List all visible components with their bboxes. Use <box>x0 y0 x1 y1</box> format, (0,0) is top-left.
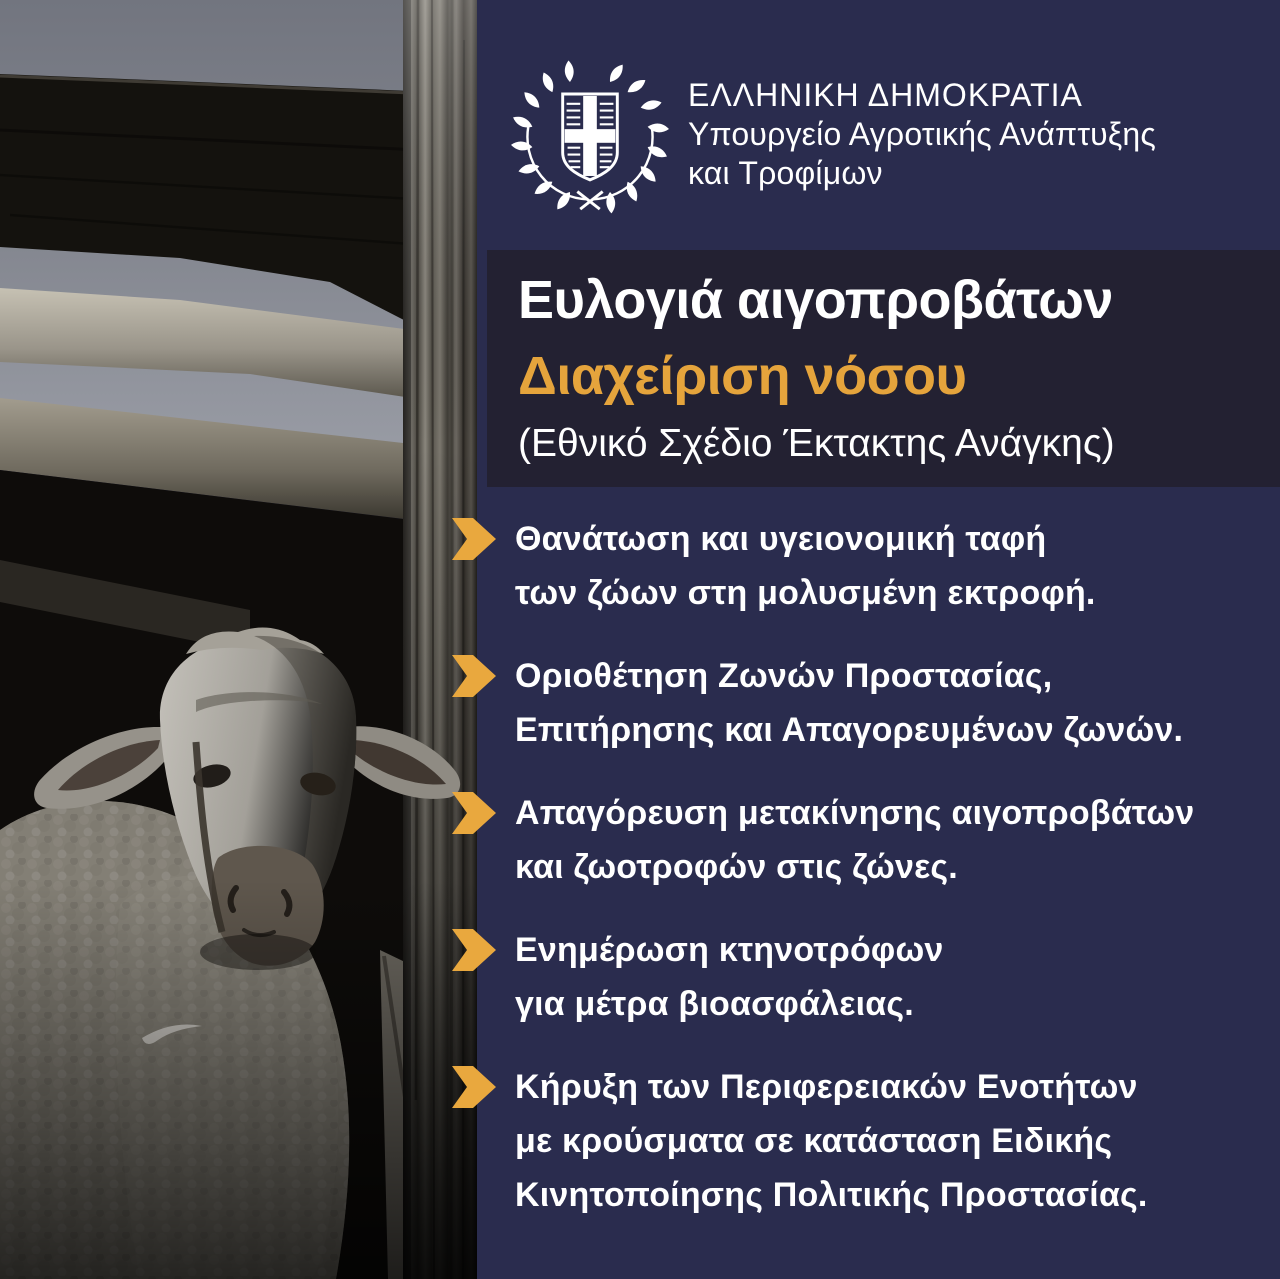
gov-ministry-line1: Υπουργείο Αγροτικής Ανάπτυξης <box>688 116 1157 152</box>
plan-note: (Εθνικό Σχέδιο Έκτακτης Ανάγκης) <box>518 422 1115 465</box>
bullet-text-line: Οριοθέτηση Ζωνών Προστασίας, <box>515 657 1053 695</box>
measures-list <box>477 487 1280 1251</box>
chevron-right-icon <box>452 1066 496 1108</box>
list-item <box>477 786 1280 894</box>
bullet-text <box>515 1060 1148 1222</box>
bullet-text <box>515 786 1194 894</box>
bullet-text-line: Απαγόρευση μετακίνησης αιγοπροβάτων <box>515 794 1195 832</box>
greek-coat-of-arms-icon <box>510 55 670 215</box>
list-item <box>477 923 1280 1031</box>
gov-org-name: ΕΛΛΗΝΙΚΗ ΔΗΜΟΚΡΑΤΙΑ <box>688 77 1083 113</box>
ministry-text-block <box>688 76 1156 193</box>
list-item <box>477 1060 1280 1222</box>
bullet-text-line: Κήρυξη των Περιφερειακών Ενοτήτων <box>515 1068 1138 1106</box>
bullet-text-line: με κρούσματα σε κατάσταση Ειδικής <box>515 1122 1113 1160</box>
page-subtitle: Διαχείριση νόσου <box>518 346 967 406</box>
chevron-right-icon <box>452 792 496 834</box>
content-panel <box>477 0 1280 1279</box>
bullet-text-line: Ενημέρωση κτηνοτρόφων <box>515 931 944 969</box>
page-title: Ευλογιά αιγοπροβάτων <box>518 270 1113 330</box>
government-header <box>477 0 1280 250</box>
sheep-photo-illustration <box>0 0 477 1279</box>
chevron-right-icon <box>452 929 496 971</box>
bullet-text-line: για μέτρα βιοασφάλειας. <box>515 985 914 1023</box>
bullet-text-line: των ζώων στη μολυσμένη εκτροφή. <box>515 574 1096 612</box>
bullet-text <box>515 649 1183 757</box>
chevron-right-icon <box>452 655 496 697</box>
title-band <box>487 250 1280 487</box>
list-item <box>477 649 1280 757</box>
bullet-text-line: Θανάτωση και υγειονομική ταφή <box>515 520 1047 558</box>
bullet-text-line: Κινητοποίησης Πολιτικής Προστασίας. <box>515 1176 1148 1214</box>
bullet-text-line: Επιτήρησης και Απαγορευμένων ζωνών. <box>515 711 1184 749</box>
coat-of-arms-svg <box>510 55 670 215</box>
chevron-right-icon <box>452 518 496 560</box>
bullet-text <box>515 512 1096 620</box>
sheep-photo <box>0 0 477 1279</box>
bullet-text-line: και ζωοτροφών στις ζώνες. <box>515 848 958 886</box>
bullet-text <box>515 923 944 1031</box>
gov-ministry-line2: και Τροφίμων <box>688 155 883 191</box>
list-item <box>477 512 1280 620</box>
